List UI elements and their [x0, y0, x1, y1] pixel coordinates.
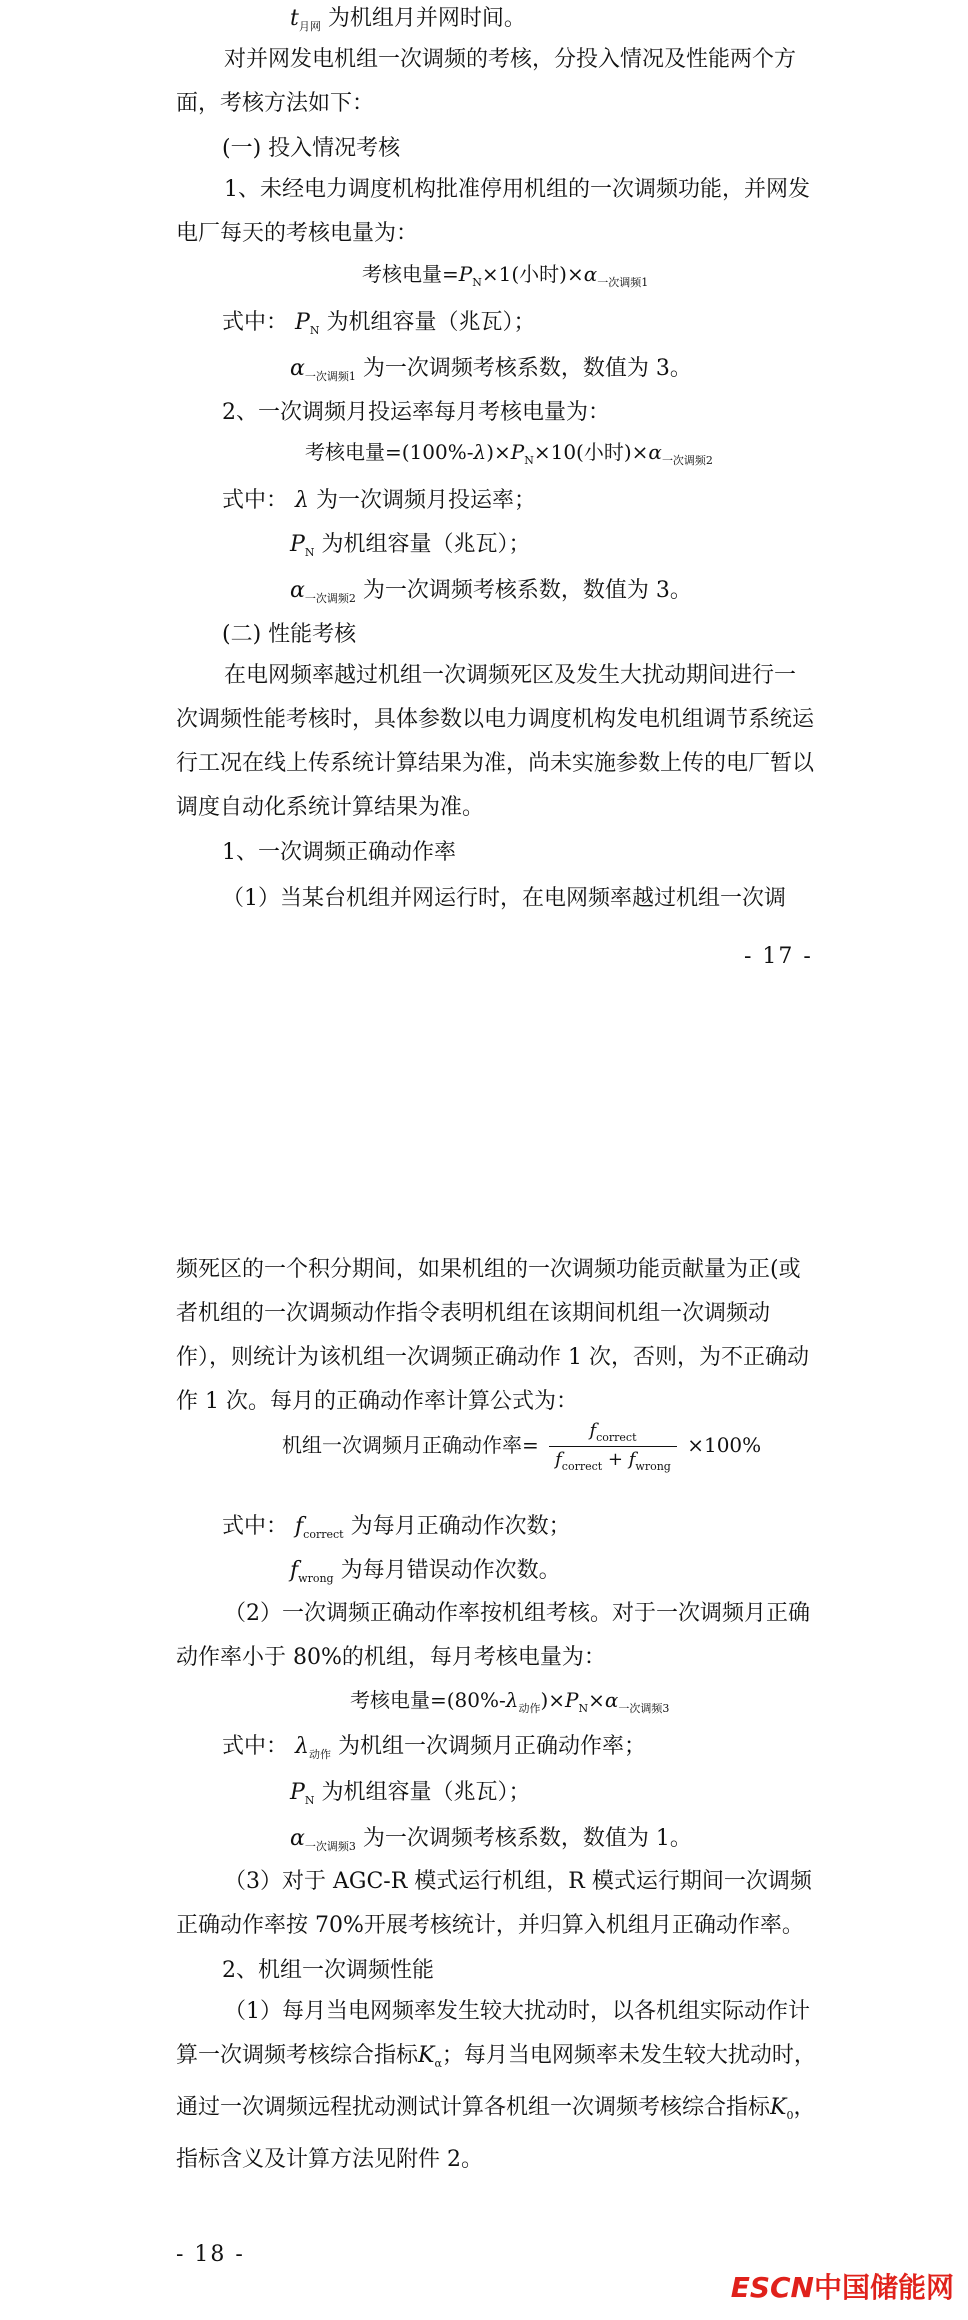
k0-symbol: K — [770, 2095, 787, 2120]
where1-text2: 为一次调频考核系数，数值为 3。 — [362, 356, 692, 381]
where4-line2 — [290, 1778, 530, 1816]
where1-p-sub: N — [309, 324, 320, 337]
formula4-p-sub: N — [578, 1702, 589, 1715]
formula3-fraction — [549, 1420, 677, 1473]
where4-text2: 为机组容量（兆瓦）； — [321, 1780, 531, 1805]
formula3-den-fb: f — [628, 1449, 636, 1470]
where2-p: P — [290, 532, 305, 557]
document-page-18 — [0, 1220, 968, 2320]
formula2-p: P — [510, 440, 525, 464]
formula3-den-fa-sub: correct — [561, 1460, 603, 1473]
logo-en: ESCN — [730, 2271, 814, 2304]
formula2-lambda: λ — [473, 440, 487, 464]
where4-alpha: α — [290, 1826, 305, 1851]
perf-item2-text1: （1）每月当电网频率发生较大扰动时，以各机组实际动作计算一次调频考核综合指标 — [176, 1999, 810, 2068]
formula4-lambda: λ — [505, 1688, 519, 1712]
section1-heading: (一) 投入情况考核 — [222, 136, 401, 161]
where2-lambda: λ — [295, 488, 309, 513]
formula3-den-fa: f — [555, 1449, 562, 1470]
escn-watermark-logo — [731, 2266, 954, 2306]
where3-f2: f — [290, 1558, 299, 1583]
formula3-plus: + — [607, 1449, 624, 1470]
where1-alpha-sub: 一次调频1 — [304, 370, 356, 383]
intro-paragraph: 对并网发电机组一次调频的考核，分投入情况及性能两个方面，考核方法如下： — [176, 47, 797, 116]
formula4-alpha: α — [604, 1688, 619, 1712]
formula3-numerator — [549, 1420, 677, 1447]
top-line — [290, 4, 526, 42]
where2-p-sub: N — [304, 546, 315, 559]
where1-line1 — [222, 308, 535, 346]
formula1-mid: ×1(小时)× — [481, 262, 584, 286]
formula2-mid: )× — [486, 440, 511, 464]
where2-text1: 为一次调频月投运率； — [315, 488, 536, 513]
where3-prefix: 式中： — [222, 1514, 289, 1539]
item2-heading: 2、一次调频月投运率每月考核电量为： — [222, 400, 610, 425]
where2-text2: 为机组容量（兆瓦）； — [321, 532, 531, 557]
section2-heading: (二) 性能考核 — [222, 622, 357, 647]
where2-line1 — [222, 486, 536, 516]
where4-p-sub: N — [304, 1794, 315, 1807]
formula2-label: 考核电量=(100%- — [305, 440, 474, 464]
formula1-alpha-sub: 一次调频1 — [597, 276, 649, 289]
formula1-label: 考核电量= — [362, 262, 459, 286]
where2-line2 — [290, 530, 530, 568]
formula-1 — [362, 258, 648, 290]
k-subscript: α — [434, 2057, 442, 2070]
perf-item2-heading: 2、机组一次调频性能 — [222, 1958, 434, 1983]
formula3-denominator — [549, 1447, 677, 1473]
continuation-paragraph: 频死区的一个积分期间，如果机组的一次调频功能贡献量为正(或者机组的一次调频动作指令表明机组在该期间机组一次调频动作），则统计为该机组一次调频正确动作 1 次，否则，为不正确动作 1 次。每月的正确动作率计算公式为： — [176, 1257, 809, 1414]
where2-prefix: 式中： — [222, 488, 289, 513]
page-gap — [0, 1000, 968, 1220]
perf-item2-text2: ；每月当电网频率未发生较大扰动时，通过一次调频远程扰动测试计算各机组一次调频考核综合指标 — [176, 2043, 816, 2120]
formula4-mid: )× — [540, 1688, 566, 1712]
k0-subscript: 0 — [786, 2109, 794, 2122]
where3-text1: 为每月正确动作次数； — [350, 1514, 571, 1539]
where2-alpha: α — [290, 578, 305, 603]
where4-line1 — [222, 1732, 646, 1770]
where2-text3: 为一次调频考核系数，数值为 3。 — [362, 578, 692, 603]
where1-prefix: 式中： — [222, 310, 289, 335]
item3-paragraph: （3）对于 AGC-R 模式运行机组，R 模式运行期间一次调频正确动作率按 70%开展考核统计，并归算入机组月正确动作率。 — [176, 1869, 812, 1938]
where2-alpha-sub: 一次调频2 — [304, 592, 356, 605]
formula3-den-fb-sub: wrong — [635, 1460, 671, 1473]
page-number-18: - 18 - — [176, 2242, 245, 2267]
perf-item2-paragraph — [176, 1990, 816, 2182]
formula-4 — [350, 1684, 669, 1716]
formula3-num-f: f — [589, 1420, 597, 1441]
formula4-p: P — [565, 1688, 579, 1712]
where3-text2: 为每月错误动作次数。 — [340, 1558, 561, 1583]
symbol-t-sub: 月网 — [298, 20, 321, 33]
where1-alpha: α — [290, 356, 305, 381]
page-number-17: - 17 - — [744, 944, 813, 969]
k-symbol: K — [418, 2043, 435, 2068]
logo-zh: 中国储能网 — [813, 2271, 954, 2304]
formula-3 — [282, 1420, 761, 1473]
where4-line3 — [290, 1824, 692, 1862]
formula2-alpha: α — [648, 440, 662, 464]
perf-item1-heading: 1、一次调频正确动作率 — [222, 840, 456, 865]
where3-line2 — [290, 1556, 561, 1594]
formula-2 — [305, 436, 713, 468]
where1-text1: 为机组容量（兆瓦）； — [326, 310, 536, 335]
where3-f1: f — [295, 1514, 304, 1539]
formula4-alpha-sub: 一次调频3 — [618, 1702, 670, 1715]
item1-paragraph: 1、未经电力调度机构批准停用机组的一次调频功能，并网发电厂每天的考核电量为： — [176, 177, 810, 246]
where4-p: P — [290, 1780, 305, 1805]
formula4-label: 考核电量=(80%- — [350, 1688, 506, 1712]
where4-prefix: 式中： — [222, 1734, 289, 1759]
symbol-t: t — [290, 6, 299, 31]
document-page-17 — [0, 0, 968, 1000]
where4-text1: 为机组一次调频月正确动作率； — [337, 1734, 646, 1759]
where4-alpha-sub: 一次调频3 — [304, 1840, 356, 1853]
formula3-label: 机组一次调频月正确动作率= — [282, 1433, 539, 1457]
formula4-times: × — [588, 1688, 605, 1712]
formula1-p-sub: N — [472, 276, 482, 289]
where1-p: P — [295, 310, 310, 335]
item2-paragraph: （2）一次调频正确动作率按机组考核。对于一次调频月正确动作率小于 80%的机组，每月考核电量为： — [176, 1601, 810, 1670]
formula3-tail: ×100% — [687, 1433, 762, 1457]
formula2-alpha-sub: 一次调频2 — [661, 454, 713, 467]
formula3-num-sub: correct — [596, 1431, 637, 1444]
formula1-p: P — [458, 262, 473, 286]
where4-text3: 为一次调频考核系数，数值为 1。 — [362, 1826, 692, 1851]
perf-item1-sub1: （1）当某台机组并网运行时，在电网频率越过机组一次调 — [222, 886, 786, 911]
formula1-alpha: α — [583, 262, 598, 286]
perf-item2-text3: ，指标含义及计算方法见附件 2。 — [176, 2095, 816, 2172]
formula2-p-sub: N — [524, 454, 534, 467]
formula2-tail: ×10(小时)× — [533, 440, 649, 464]
perf-paragraph: 在电网频率越过机组一次调频死区及发生大扰动期间进行一次调频性能考核时，具体参数以电力调度机构发电机组调节系统运行工况在线上传系统计算结果为准，尚未实施参数上传的电厂暂以调度自动化系统计算结果为准。 — [176, 663, 815, 820]
where3-sub1: correct — [303, 1528, 344, 1541]
top-line-text: 为机组月并网时间。 — [327, 6, 526, 31]
where1-line2 — [290, 354, 692, 392]
where2-line3 — [290, 576, 692, 614]
where3-line1 — [222, 1512, 571, 1550]
formula4-lambda-sub: 动作 — [518, 1702, 541, 1715]
where4-lambda: λ — [295, 1734, 309, 1759]
where4-lambda-sub: 动作 — [308, 1748, 331, 1761]
where3-sub2: wrong — [298, 1572, 334, 1585]
